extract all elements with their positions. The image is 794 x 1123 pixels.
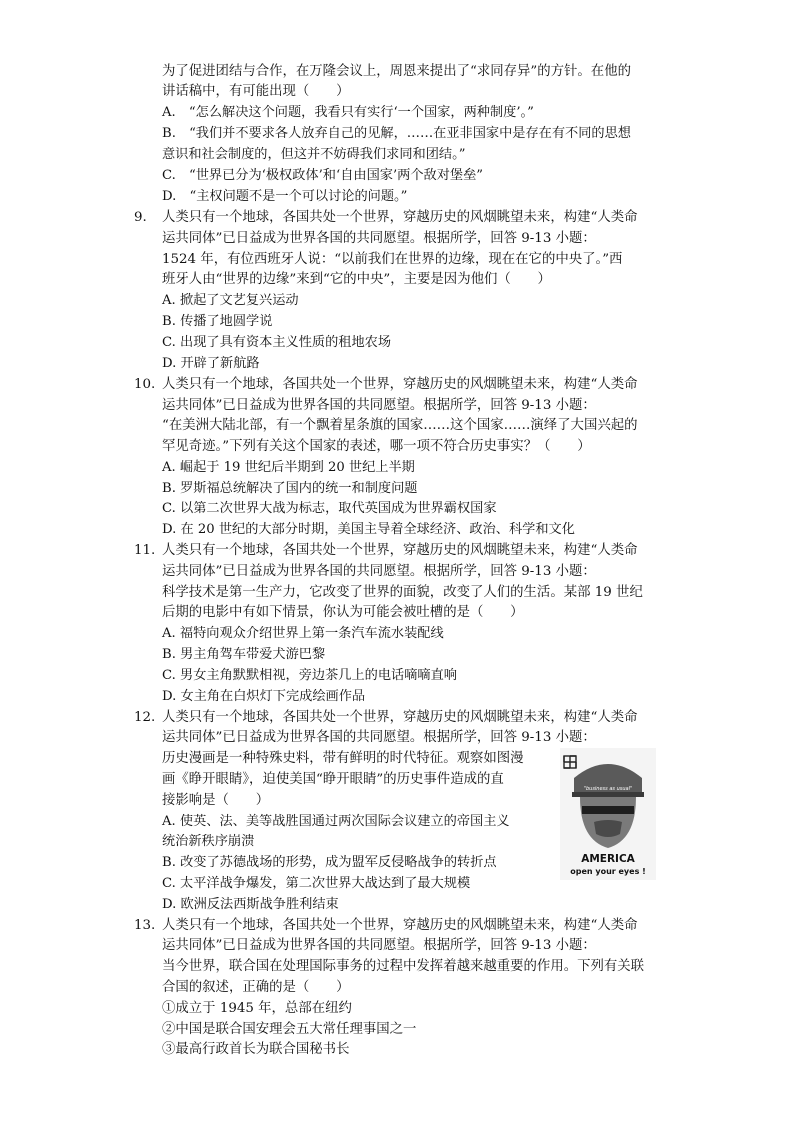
- option-line: D. 在 20 世纪的大部分时期，美国主导着全球经济、政治、科学和文化: [162, 522, 575, 537]
- option-line: B. 男主角驾车带爱犬游巴黎: [162, 647, 326, 662]
- option-line: C. 太平洋战争爆发，第二次世界大战达到了最大规模: [162, 876, 471, 891]
- option-line: A. 福特向观众介绍世界上第一条汽车流水装配线: [162, 626, 444, 641]
- option-line: B. 传播了地圆学说: [162, 314, 273, 329]
- option-line: A. 掀起了文艺复兴运动: [162, 293, 299, 308]
- question-number: 13.: [134, 918, 156, 933]
- option-line: D. 女主角在白炽灯下完成绘画作品: [162, 689, 366, 704]
- option-line: D. 欧洲反法西斯战争胜利结束: [162, 897, 339, 912]
- statement-line: ③最高行政首长为联合国秘书长: [162, 1042, 350, 1057]
- question-stem-line: 1524 年，有位西班牙人说：“以前我们在世界的边缘，现在在它的中央了。”西: [162, 252, 623, 267]
- option-line: C. “世界已分为‘极权政体’和‘自由国家’两个敌对堡垒”: [162, 168, 483, 183]
- option-line: 统治新秩序崩溃: [162, 834, 255, 849]
- question-stem-line: 人类只有一个地球，各国共处一个世界，穿越历史的风烟眺望未来，构建“人类命: [162, 710, 638, 725]
- question-stem-line: 运共同体”已日益成为世界各国的共同愿望。根据所学，回答 9-13 小题：: [162, 938, 596, 953]
- question-stem-line: 后期的电影中有如下情景，你认为可能会被吐槽的是（ ）: [162, 605, 524, 620]
- option-line: D. “主权问题不是一个可以讨论的问题。”: [162, 189, 408, 204]
- question-stem-line: 接影响是（ ）: [162, 793, 270, 808]
- option-line: D. 开辟了新航路: [162, 356, 260, 371]
- question-stem-line: 科学技术是第一生产力，它改变了世界的面貌，改变了人们的生活。某部 19 世纪: [162, 585, 643, 600]
- option-line: 意识和社会制度的，但这并不妨碍我们求同和团结。”: [162, 147, 466, 162]
- option-line: C. 出现了具有资本主义性质的租地农场: [162, 335, 392, 350]
- question-stem-line: 班牙人由“世界的边缘”来到“它的中央”，主要是因为他们（ ）: [162, 272, 551, 287]
- question-number: 9.: [134, 210, 147, 225]
- option-line: C. 以第二次世界大战为标志，取代英国成为世界霸权国家: [162, 501, 497, 516]
- question-stem-line: 人类只有一个地球，各国共处一个世界，穿越历史的风烟眺望未来，构建“人类命: [162, 377, 638, 392]
- cartoon-title: AMERICA: [581, 853, 635, 865]
- cartoon-open-your-eyes: [560, 748, 656, 880]
- option-line: A. 使英、法、美等战胜国通过两次国际会议建立的帝国主义: [162, 814, 510, 829]
- option-line: A. 崛起于 19 世纪后半期到 20 世纪上半期: [162, 460, 415, 475]
- statement-line: ①成立于 1945 年，总部在纽约: [162, 1001, 352, 1016]
- question-stem-line: 人类只有一个地球，各国共处一个世界，穿越历史的风烟眺望未来，构建“人类命: [162, 918, 638, 933]
- question-number: 11.: [134, 543, 156, 558]
- statement-line: ②中国是联合国安理会五大常任理事国之一: [162, 1022, 417, 1037]
- question-stem-line: 人类只有一个地球，各国共处一个世界，穿越历史的风烟眺望未来，构建“人类命: [162, 210, 638, 225]
- question-stem-line: 运共同体”已日益成为世界各国的共同愿望。根据所学，回答 9-13 小题：: [162, 398, 596, 413]
- question-stem-line: 历史漫画是一种特殊史料，带有鲜明的时代特征。观察如图漫: [162, 751, 524, 766]
- option-line: B. 罗斯福总统解决了国内的统一和制度问题: [162, 481, 418, 496]
- cartoon-small-caption: "business as usual": [583, 786, 633, 792]
- option-line: A. “怎么解决这个问题，我看只有实行‘一个国家，两种制度’。”: [162, 105, 534, 120]
- intro-line: 为了促进团结与合作，在万隆会议上，周恩来提出了“求同存异”的方针。在他的: [162, 64, 631, 79]
- option-line: B. “我们并不要求各人放弃自己的见解，……在亚非国家中是存在有不同的思想: [162, 126, 631, 141]
- question-stem-line: 罕见奇迹。”下列有关这个国家的表述，哪一项不符合历史事实？（ ）: [162, 439, 591, 454]
- question-stem-line: 运共同体”已日益成为世界各国的共同愿望。根据所学，回答 9-13 小题：: [162, 231, 596, 246]
- question-stem-line: 画《睁开眼睛》，迫使美国“睁开眼睛”的历史事件造成的直: [162, 772, 504, 787]
- cartoon-subtitle: open your eyes !: [570, 867, 646, 876]
- question-number: 12.: [134, 710, 156, 725]
- question-stem-line: 运共同体”已日益成为世界各国的共同愿望。根据所学，回答 9-13 小题：: [162, 564, 596, 579]
- question-stem-line: “在美洲大陆北部，有一个飘着星条旗的国家……这个国家……演绎了大国兴起的: [162, 418, 638, 433]
- question-stem-line: 运共同体”已日益成为世界各国的共同愿望。根据所学，回答 9-13 小题：: [162, 730, 596, 745]
- question-number: 10.: [134, 377, 156, 392]
- question-stem-line: 人类只有一个地球，各国共处一个世界，穿越历史的风烟眺望未来，构建“人类命: [162, 543, 638, 558]
- question-stem-line: 当今世界，联合国在处理国际事务的过程中发挥着越来越重要的作用。下列有关联: [162, 959, 645, 974]
- option-line: B. 改变了苏德战场的形势，成为盟军反侵略战争的转折点: [162, 855, 497, 870]
- question-stem-line: 合国的叙述，正确的是（ ）: [162, 980, 350, 995]
- option-line: C. 男女主角默默相视，旁边茶几上的电话嘀嘀直响: [162, 668, 457, 683]
- intro-line: 讲话稿中，有可能出现（ ）: [162, 84, 350, 99]
